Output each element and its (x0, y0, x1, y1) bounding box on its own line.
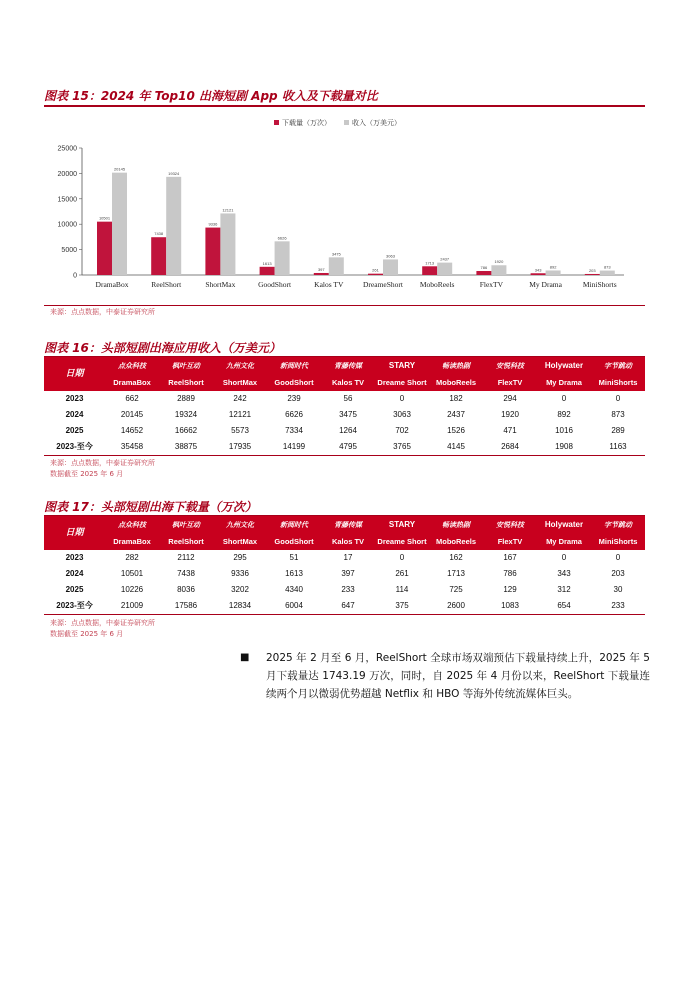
value-cell: 1908 (537, 439, 591, 456)
table-row (44, 550, 645, 566)
value-cell: 20145 (120, 410, 144, 419)
company-header: 畅读热剧 (429, 516, 483, 533)
value-cell: 5573 (231, 426, 249, 435)
year-cell: 2024 (65, 410, 84, 419)
company-header: 青藤传媒 (321, 357, 375, 374)
company-header: 畅读热剧 (429, 357, 483, 374)
value-cell: 8036 (177, 585, 195, 594)
app-header: FlexTV (483, 533, 537, 550)
app-header: ShortMax (213, 533, 267, 550)
value-cell: 343 (557, 569, 571, 578)
app-header: DramaBox (105, 374, 159, 391)
body-paragraph: 2025 年 2 月至 6 月，ReelShort 全球市场双端预估下载量持续上升，2025 年 5 月下载量达 1743.19 万次，同时，自 2025 年 4 月份以来，ReelShort 下载量连续两个月以微弱优势超越 Netflix 和 HBO 等海外传统流媒体巨头。 (266, 652, 650, 700)
data-label: 20145 (113, 166, 126, 172)
value-cell: 0 (399, 553, 405, 562)
y-tick-label: 15000 (57, 196, 77, 204)
table-row (44, 439, 645, 456)
value-cell: 10501 (120, 569, 144, 578)
app-header: Kalos TV (321, 374, 375, 391)
data-label: 892 (549, 264, 557, 270)
value-cell: 4795 (321, 439, 375, 456)
legend-label: 下载量（万次） (282, 119, 331, 127)
app-header: MoboReels (429, 533, 483, 550)
app-header: ReelShort (159, 374, 213, 391)
value-cell: 375 (375, 598, 429, 615)
value-cell: 14652 (120, 426, 144, 435)
app-header: DramaBox (105, 533, 159, 550)
table-row (44, 566, 645, 582)
value-cell: 261 (395, 569, 409, 578)
data-label: 12121 (222, 207, 234, 213)
value-cell: 242 (233, 394, 247, 403)
bar (314, 273, 329, 275)
value-cell: 0 (561, 553, 567, 562)
x-tick-label: MiniShorts (582, 280, 617, 289)
value-cell: 471 (503, 426, 517, 435)
app-header: MiniShorts (591, 374, 645, 391)
bar (260, 267, 275, 275)
bar (166, 177, 181, 275)
value-cell: 12834 (213, 598, 267, 615)
bar (151, 237, 166, 275)
bar (437, 263, 452, 275)
value-cell: 56 (343, 394, 353, 403)
app-header: ShortMax (213, 374, 267, 391)
value-cell: 10226 (120, 585, 144, 594)
x-tick-label: MoboReels (419, 280, 455, 289)
app-header: My Drama (537, 533, 591, 550)
value-cell: 17 (343, 553, 353, 562)
value-cell: 0 (399, 394, 405, 403)
year-cell: 2024 (65, 569, 84, 578)
table-header-row (44, 357, 645, 374)
bar (220, 213, 235, 275)
value-cell: 1163 (591, 439, 645, 456)
value-cell: 2112 (177, 553, 195, 562)
value-cell: 239 (287, 394, 301, 403)
value-cell: 1526 (447, 426, 465, 435)
value-cell: 17935 (213, 439, 267, 456)
value-cell: 17586 (159, 598, 213, 615)
app-header: GoodShort (267, 533, 321, 550)
app-header: My Drama (537, 374, 591, 391)
value-cell: 725 (449, 585, 463, 594)
bullet-marker: ■ (240, 652, 250, 663)
value-cell: 1920 (501, 410, 519, 419)
downloads-table (44, 516, 645, 615)
app-header: Kalos TV (321, 533, 375, 550)
legend-swatch (274, 120, 279, 125)
data-label: 19324 (168, 170, 180, 176)
value-cell: 3765 (375, 439, 429, 456)
value-cell: 3202 (231, 585, 249, 594)
value-cell: 16662 (174, 426, 198, 435)
value-cell: 1264 (339, 426, 357, 435)
company-header: STARY (375, 516, 429, 533)
value-cell: 1613 (285, 569, 303, 578)
data-label: 3063 (386, 253, 395, 259)
data-label: 7438 (154, 231, 164, 237)
data-label: 2437 (440, 256, 450, 262)
bar (329, 257, 344, 275)
value-cell: 35458 (105, 439, 159, 456)
value-cell: 7334 (285, 426, 303, 435)
app-header: Dreame Short (375, 374, 429, 391)
app-header: FlexTV (483, 374, 537, 391)
value-cell: 0 (615, 394, 621, 403)
figure-15-source: 来源：点点数据，中泰证券研究所 (50, 308, 155, 316)
table-header-row (44, 516, 645, 533)
bar (383, 259, 398, 275)
value-cell: 182 (449, 394, 463, 403)
value-cell: 233 (591, 598, 645, 615)
value-cell: 12121 (228, 410, 252, 419)
figure-16-title: 图表 16：头部短剧出海应用收入（万美元） (44, 341, 281, 355)
bar (422, 266, 437, 275)
value-cell: 702 (395, 426, 409, 435)
bar (546, 270, 561, 275)
value-cell: 2437 (447, 410, 465, 419)
value-cell: 6004 (267, 598, 321, 615)
company-header: 字节跳动 (591, 357, 645, 374)
bar (600, 271, 615, 275)
company-header: 点众科技 (105, 357, 159, 374)
table-row (44, 598, 645, 615)
value-cell: 21009 (105, 598, 159, 615)
data-label: 1920 (494, 259, 504, 265)
figure-15-bottom-rule (44, 305, 645, 306)
value-cell: 289 (611, 426, 625, 435)
value-cell: 4145 (429, 439, 483, 456)
data-label: 1713 (425, 260, 435, 266)
value-cell: 312 (557, 585, 571, 594)
company-header: 九州文化 (213, 516, 267, 533)
value-cell: 38875 (159, 439, 213, 456)
data-label: 6626 (277, 235, 287, 241)
company-header: 点众科技 (105, 516, 159, 533)
app-header: MoboReels (429, 374, 483, 391)
table-row (44, 423, 645, 439)
value-cell: 662 (125, 394, 139, 403)
value-cell: 3475 (339, 410, 357, 419)
y-tick-label: 5000 (61, 247, 77, 255)
value-cell: 1016 (555, 426, 573, 435)
bar (368, 274, 383, 275)
value-cell: 6626 (285, 410, 303, 419)
figure-15-top-rule (44, 105, 645, 107)
value-cell: 873 (611, 410, 625, 419)
bar (205, 228, 220, 275)
data-label: 786 (480, 265, 488, 271)
date-header: 日期 (44, 357, 105, 391)
app-header: MiniShorts (591, 533, 645, 550)
data-label: 3475 (331, 251, 341, 257)
value-cell: 2600 (429, 598, 483, 615)
value-cell: 7438 (177, 569, 195, 578)
value-cell: 203 (611, 569, 625, 578)
y-tick-label: 0 (73, 272, 77, 280)
value-cell: 114 (395, 585, 409, 594)
x-tick-label: ShortMax (205, 280, 236, 289)
y-tick-label: 25000 (57, 145, 77, 153)
date-header: 日期 (44, 516, 105, 550)
company-header: 安悦科技 (483, 516, 537, 533)
company-header: 枫叶互动 (159, 516, 213, 533)
data-label: 397 (317, 266, 325, 272)
value-cell: 51 (289, 553, 299, 562)
app-header: ReelShort (159, 533, 213, 550)
data-label: 10501 (98, 215, 111, 221)
bar (531, 273, 546, 275)
value-cell: 14199 (267, 439, 321, 456)
company-header: 字节跳动 (591, 516, 645, 533)
bar (275, 241, 290, 275)
year-cell: 2025 (65, 585, 84, 594)
data-label: 343 (534, 267, 542, 273)
value-cell: 647 (321, 598, 375, 615)
data-label: 873 (603, 264, 611, 270)
value-cell: 295 (233, 553, 247, 562)
bar (97, 222, 112, 275)
value-cell: 162 (449, 553, 463, 562)
figure-17-title: 图表 17：头部短剧出海下载量（万次） (44, 500, 257, 514)
y-tick-label: 10000 (57, 221, 77, 229)
value-cell: 19324 (174, 410, 198, 419)
figure-16-source: 来源：点点数据，中泰证券研究所 (50, 459, 155, 467)
year-cell: 2025 (65, 426, 84, 435)
company-header: 枫叶互动 (159, 357, 213, 374)
company-header: 新阅时代 (267, 516, 321, 533)
legend-swatch (344, 120, 349, 125)
value-cell: 2889 (177, 394, 195, 403)
data-label: 261 (372, 267, 379, 273)
bar-chart (44, 108, 645, 303)
x-tick-label: DramaBox (95, 280, 129, 289)
year-cell: 2023 (65, 553, 84, 562)
company-header: 青藤传媒 (321, 516, 375, 533)
table-row (44, 391, 645, 407)
bar (476, 271, 491, 275)
table-app-row (44, 374, 645, 391)
app-header: Dreame Short (375, 533, 429, 550)
data-label: 1613 (262, 260, 272, 266)
x-tick-label: ReelShort (151, 280, 182, 289)
x-tick-label: GoodShort (258, 280, 292, 289)
value-cell: 0 (615, 553, 621, 562)
value-cell: 233 (341, 585, 355, 594)
bar (112, 173, 127, 275)
table-app-row (44, 533, 645, 550)
value-cell: 30 (613, 585, 623, 594)
year-cell: 2023 (65, 394, 84, 403)
figure-15-title: 图表 15：2024 年 Top10 出海短剧 App 收入及下载量对比 (44, 89, 378, 103)
company-header: 新阅时代 (267, 357, 321, 374)
company-header: 安悦科技 (483, 357, 537, 374)
value-cell: 129 (503, 585, 517, 594)
figure-17-source: 来源：点点数据，中泰证券研究所 (50, 619, 155, 627)
value-cell: 3063 (393, 410, 411, 419)
figure-17-note: 数据截至 2025 年 6 月 (50, 630, 124, 638)
figure-16-note: 数据截至 2025 年 6 月 (50, 470, 124, 478)
bar (585, 274, 600, 275)
value-cell: 282 (125, 553, 139, 562)
legend-label: 收入（万美元） (352, 119, 401, 127)
value-cell: 1083 (483, 598, 537, 615)
data-label: 203 (588, 267, 596, 273)
value-cell: 1713 (447, 569, 465, 578)
value-cell: 397 (341, 569, 355, 578)
y-tick-label: 20000 (57, 170, 77, 178)
revenue-table (44, 357, 645, 456)
x-tick-label: FlexTV (479, 280, 504, 289)
company-header: 九州文化 (213, 357, 267, 374)
value-cell: 654 (537, 598, 591, 615)
x-tick-label: Kalos TV (314, 280, 344, 289)
year-cell: 2023-至今 (44, 598, 105, 615)
company-header: STARY (375, 357, 429, 374)
value-cell: 2684 (483, 439, 537, 456)
table-row (44, 407, 645, 423)
value-cell: 0 (561, 394, 567, 403)
data-label: 9336 (208, 221, 218, 227)
value-cell: 9336 (231, 569, 249, 578)
x-tick-label: My Drama (529, 280, 562, 289)
table-row (44, 582, 645, 598)
app-header: GoodShort (267, 374, 321, 391)
value-cell: 786 (503, 569, 517, 578)
company-header: Holywater (537, 516, 591, 533)
company-header: Holywater (537, 357, 591, 374)
value-cell: 892 (557, 410, 571, 419)
bar (491, 265, 506, 275)
year-cell: 2023-至今 (44, 439, 105, 456)
value-cell: 4340 (285, 585, 303, 594)
value-cell: 294 (503, 394, 517, 403)
value-cell: 167 (503, 553, 517, 562)
x-tick-label: DreameShort (363, 280, 403, 289)
